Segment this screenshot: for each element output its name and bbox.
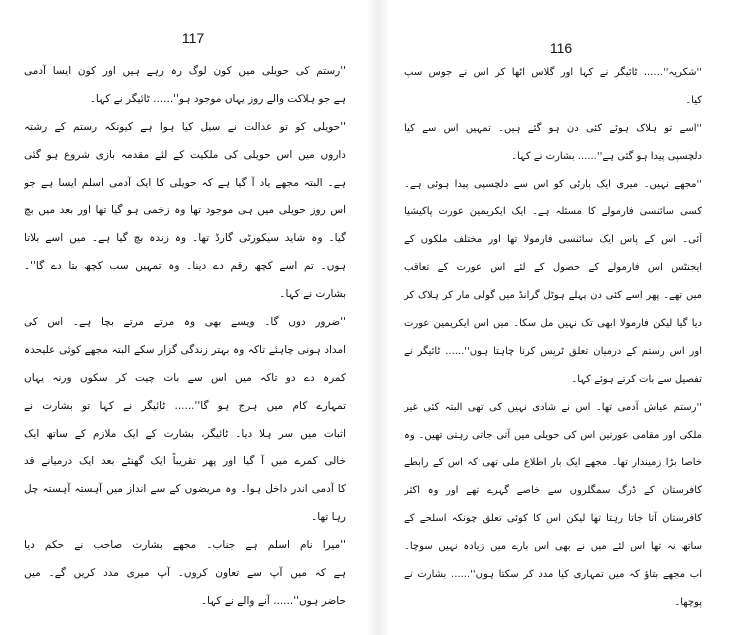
- text-line: بشارت نے کہا۔: [279, 288, 346, 301]
- text-line: کافرستان کے ڈرگ سمگلروں سے خاصے گہرے تھے اور وہ اکثر: [404, 485, 702, 497]
- text-line: ہوں۔ تم اسے کچھ رقم دے دینا۔ وہ تمہیں سب کچھ بتا دے گا''۔: [24, 260, 346, 273]
- paragraph: [404, 171, 702, 394]
- text-line: گیا۔ وہ شاید سیکورٹی گارڈ تھا۔ وہ زندہ بچ گیا ہے۔ میں اسے بلاتا: [24, 232, 346, 245]
- text-line: ''مجھے نہیں۔ میری ایک پارٹی کو اس سے دلچسپی پیدا ہوئی ہے۔: [404, 178, 702, 190]
- paragraph: [24, 309, 346, 532]
- page-text: [404, 59, 702, 617]
- text-line: رہا تھا۔: [311, 511, 346, 524]
- page-text: [24, 58, 346, 616]
- text-line: خاصا بڑا زمیندار تھا۔ مجھے ایک بار اطلاع ملی تھی کہ اس کے رابطے: [404, 457, 702, 469]
- paragraph: [404, 394, 702, 617]
- text-line: میں تھے۔ پھر اسے کئی دن پہلے ہوٹل گرانڈ میں گولی مار کر ہلاک کر: [404, 290, 702, 302]
- text-line: ہے کہ میں آپ سے تعاون کروں۔ آپ میری مدد کریں گے۔ میں: [24, 567, 346, 580]
- text-line: ''رستم عیاش آدمی تھا۔ اس نے شادی نہیں کی تھی البتہ کئی غیر: [404, 401, 702, 413]
- paragraph: [404, 59, 702, 115]
- text-line: ملکی اور مقامی عورتیں اس کی حویلی میں آتی جاتی رہتی تھیں۔ وہ: [404, 429, 702, 441]
- text-line: پوچھا۔: [674, 596, 702, 608]
- page-number: 116: [549, 40, 573, 56]
- text-line: ''حویلی کو تو عدالت نے سیل کیا ہوا ہے کیونکہ رستم کے رشتہ: [24, 120, 346, 133]
- text-line: تفصیل سے بات کرتے ہوئے کہا۔: [571, 373, 702, 385]
- paragraph: [404, 115, 702, 171]
- text-line: ''رستم کی حویلی میں کون لوگ رہ رہے ہیں اور کون ایسا آدمی: [24, 65, 346, 77]
- text-line: ہے جو ہلاکت والے روز یہاں موجود ہو''...... ٹائیگر نے کہا۔: [89, 92, 346, 105]
- text-line: دلچسپی پیدا ہو گئی ہے''...... بشارت نے کہا۔: [511, 150, 702, 162]
- text-line: خالی کمرے میں آ گیا اور پھر تقریباً ایک گھنٹے بعد ایک درمیانے قد: [24, 455, 346, 468]
- text-line: داروں میں اس حویلی کی ملکیت کے لئے مقدمہ بازی شروع ہو گئی: [24, 148, 346, 161]
- text-line: کیا۔: [685, 94, 702, 106]
- text-line: ''ضرور دوں گا۔ ویسے بھی وہ مرتے مرتے بچا ہے۔ اس کی: [24, 316, 346, 329]
- text-line: حاضر ہوں''...... آنے والے نے کہا۔: [200, 594, 346, 607]
- text-line: ساتھ نہ تھا اس لئے میں نے بھی اس بارے میں زیادہ نہیں سوچا۔: [404, 541, 702, 553]
- text-line: کمرہ دے دو تاکہ میں اس سے بات چیت کر سکوں ورنہ یہاں: [24, 371, 346, 384]
- page-right: [384, 0, 742, 635]
- text-line: اس روز حویلی میں ہی موجود تھا وہ زخمی ہو گیا تھا اور بعد میں بچ: [24, 204, 346, 217]
- text-line: کا آدمی اندر داخل ہوا۔ وہ مریضوں کے سے انداز میں آہستہ آہستہ چل: [24, 483, 346, 496]
- text-line: دیا گیا لیکن فارمولا ابھی تک نہیں مل سکا۔ میں اس ایکریمین عورت: [404, 318, 702, 330]
- paragraph: [24, 532, 346, 616]
- text-line: کافرستان آتا جاتا رہتا تھا لیکن اس کا کوئی تعلق چونکہ اسلحے کے: [404, 513, 702, 525]
- text-line: ایجنٹس اس فارمولے کے حصول کے لئے اس عورت کے تعاقب: [404, 262, 702, 274]
- text-line: اب مجھے بتاؤ کہ میں تمہاری کیا مدد کر سکتا ہوں''...... بشارت نے: [404, 569, 702, 581]
- text-line: ''اسے تو ہلاک ہوئے کئی دن ہو گئے ہیں۔ تمہیں اس سے کیا: [404, 122, 702, 134]
- text-line: تمہارے کام میں ہرج ہو گا''...... ٹائیگر نے کہا تو بشارت نے: [24, 399, 346, 412]
- text-line: اور اس رستم کے درمیان تعلق ٹریس کرنا چاہتا ہوں''...... ٹائیگر نے: [404, 345, 702, 357]
- text-line: ''شکریہ''...... ٹائیگر نے کہا اور گلاس اٹھا کر اس نے جوس سپ: [404, 67, 702, 78]
- text-line: اثبات میں سر ہلا دیا۔ ٹائیگر، بشارت کے ایک ملازم کے ساتھ ایک: [24, 427, 346, 440]
- paragraph: [24, 114, 346, 309]
- text-line: کسی سائنسی فارمولے کا مسئلہ ہے۔ ایک ایکریمین عورت پاکیشیا: [404, 206, 702, 218]
- text-line: آئی۔ اس کے پاس ایک سائنسی فارمولا تھا اور مختلف ملکوں کے: [404, 234, 702, 246]
- text-line: ''میرا نام اسلم ہے جناب۔ مجھے بشارت صاحب نے حکم دیا: [24, 539, 346, 552]
- text-line: امداد ہونی چاہئے تاکہ وہ بہتر زندگی گزار سکے البتہ مجھے کوئی علیحدہ: [24, 343, 346, 356]
- page-number: 117: [181, 30, 205, 46]
- paragraph: [24, 58, 346, 114]
- text-line: ہے۔ البتہ مجھے یاد آ گیا ہے کہ حویلی کا ایک آدمی اسلم ایسا ہے جو: [24, 176, 346, 189]
